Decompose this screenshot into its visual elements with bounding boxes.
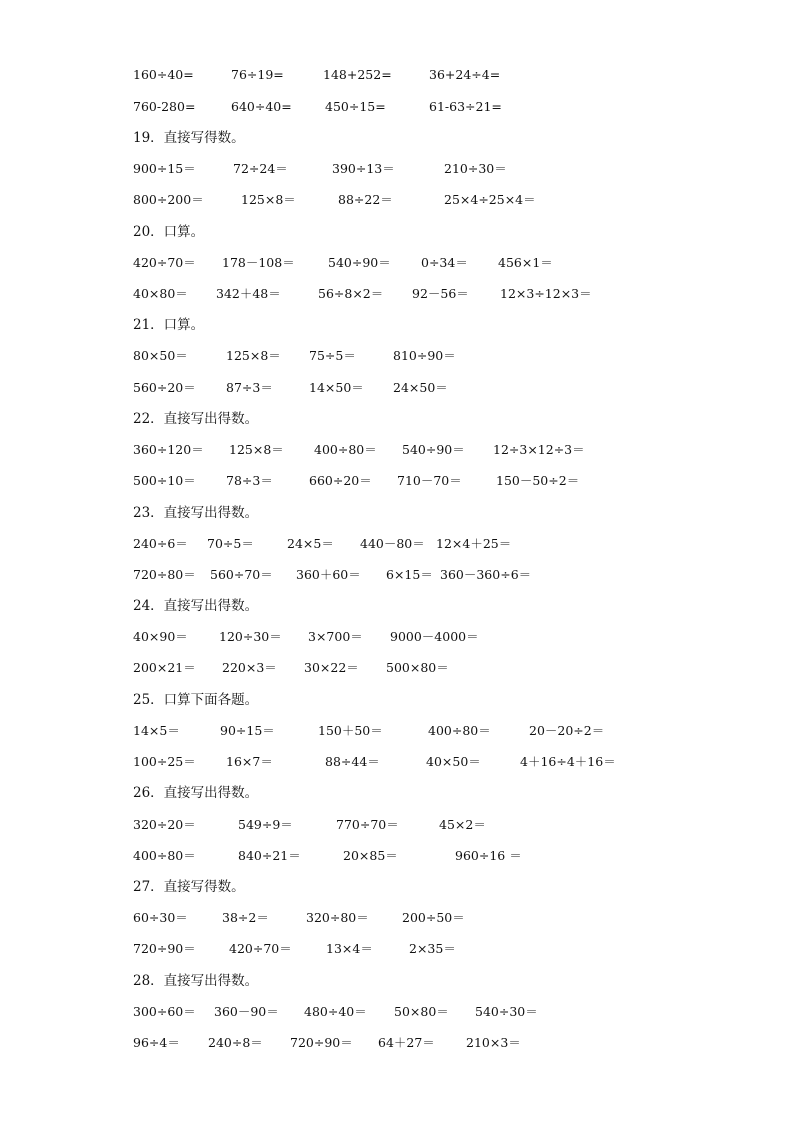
problem: 24×5＝	[287, 536, 334, 551]
problem: 20×85＝	[343, 848, 398, 863]
heading-text: 27．直接写得数。	[133, 879, 245, 895]
problem: 36+24÷4=	[429, 67, 501, 82]
problem: 540÷30＝	[475, 1004, 538, 1019]
problem: 100÷25＝	[133, 754, 196, 769]
problem: 70÷5＝	[207, 536, 254, 551]
heading-text: 26．直接写出得数。	[133, 785, 259, 801]
problem: 125×8＝	[241, 192, 296, 207]
problem: 64＋27＝	[378, 1035, 435, 1050]
problem: 440－80＝	[360, 536, 425, 551]
problem: 420÷70＝	[133, 255, 196, 270]
problem: 840÷21＝	[238, 848, 301, 863]
problem: 13×4＝	[326, 941, 373, 956]
problem: 61-63÷21=	[429, 99, 502, 114]
heading-text: 25．口算下面各题。	[133, 692, 259, 708]
problem: 360÷120＝	[133, 442, 204, 457]
problem: 760-280=	[133, 99, 196, 114]
problem: 360－360÷6＝	[440, 567, 532, 582]
problem: 88÷22＝	[338, 192, 393, 207]
problem: 6×15＝	[386, 567, 433, 582]
problem: 14×5＝	[133, 723, 180, 738]
heading-text: 28．直接写出得数。	[133, 973, 259, 989]
problem: 210×3＝	[466, 1035, 521, 1050]
problem: 480÷40＝	[304, 1004, 367, 1019]
problem: 92－56＝	[412, 286, 469, 301]
heading-text: 24．直接写出得数。	[133, 598, 259, 614]
problem: 75÷5＝	[309, 348, 356, 363]
problem: 660÷20＝	[309, 473, 372, 488]
problem: 88÷44＝	[325, 754, 380, 769]
problem: 78÷3＝	[226, 473, 273, 488]
problem: 240÷8＝	[208, 1035, 263, 1050]
problem: 540÷90＝	[402, 442, 465, 457]
problem: 3×700＝	[308, 629, 363, 644]
problem: 40×90＝	[133, 629, 188, 644]
problem: 720÷90＝	[290, 1035, 353, 1050]
problem: 45×2＝	[439, 817, 486, 832]
problem: 90÷15＝	[220, 723, 275, 738]
problem: 38÷2＝	[222, 910, 269, 925]
problem: 96÷4＝	[133, 1035, 180, 1050]
problem: 125×8＝	[226, 348, 281, 363]
problem: 148+252=	[323, 67, 392, 82]
problem: 160÷40=	[133, 67, 194, 82]
problem: 56÷8×2＝	[318, 286, 384, 301]
problem: 560÷70＝	[210, 567, 273, 582]
problem: 900÷15＝	[133, 161, 196, 176]
problem: 960÷16 ＝	[455, 848, 522, 863]
heading-text: 21．口算。	[133, 317, 205, 333]
problem: 4＋16÷4＋16＝	[520, 754, 616, 769]
problem: 150＋50＝	[318, 723, 383, 738]
problem: 549÷9＝	[238, 817, 293, 832]
problem: 0÷34＝	[421, 255, 468, 270]
problem: 720÷80＝	[133, 567, 196, 582]
problem: 770÷70＝	[336, 817, 399, 832]
problem: 810÷90＝	[393, 348, 456, 363]
problem: 150－50÷2＝	[496, 473, 580, 488]
problem: 640÷40=	[231, 99, 292, 114]
problem: 320÷80＝	[306, 910, 369, 925]
problem: 800÷200＝	[133, 192, 204, 207]
problem: 16×7＝	[226, 754, 273, 769]
problem: 178－108＝	[222, 255, 295, 270]
problem: 220×3＝	[222, 660, 277, 675]
problem: 200÷50＝	[402, 910, 465, 925]
problem: 300÷60＝	[133, 1004, 196, 1019]
problem: 390÷13＝	[332, 161, 395, 176]
problem: 720÷90＝	[133, 941, 196, 956]
problem: 2×35＝	[409, 941, 456, 956]
problem: 30×22＝	[304, 660, 359, 675]
problem: 400÷80＝	[133, 848, 196, 863]
problem: 25×4÷25×4＝	[444, 192, 536, 207]
problem: 24×50＝	[393, 380, 448, 395]
problem: 20－20÷2＝	[529, 723, 605, 738]
problem: 320÷20＝	[133, 817, 196, 832]
problem: 76÷19=	[231, 67, 284, 82]
problem: 50×80＝	[394, 1004, 449, 1019]
problem: 200×21＝	[133, 660, 196, 675]
problem: 400÷80＝	[314, 442, 377, 457]
heading-text: 20．口算。	[133, 224, 205, 240]
problem: 240÷6＝	[133, 536, 188, 551]
problem: 40×50＝	[426, 754, 481, 769]
problem: 400÷80＝	[428, 723, 491, 738]
problem: 456×1＝	[498, 255, 553, 270]
problem: 420÷70＝	[229, 941, 292, 956]
problem: 9000－4000＝	[390, 629, 479, 644]
problem: 72÷24＝	[233, 161, 288, 176]
problem: 87÷3＝	[226, 380, 273, 395]
problem: 12×4＋25＝	[436, 536, 512, 551]
problem: 12×3÷12×3＝	[500, 286, 592, 301]
problem: 500÷10＝	[133, 473, 196, 488]
problem: 14×50＝	[309, 380, 364, 395]
problem: 210÷30＝	[444, 161, 507, 176]
problem: 120÷30＝	[219, 629, 282, 644]
problem: 360＋60＝	[296, 567, 361, 582]
problem: 500×80＝	[386, 660, 449, 675]
heading-text: 22．直接写出得数。	[133, 411, 259, 427]
heading-text: 23．直接写出得数。	[133, 505, 259, 521]
problem: 450÷15=	[325, 99, 386, 114]
problem: 40×80＝	[133, 286, 188, 301]
problem: 60÷30＝	[133, 910, 188, 925]
problem: 342＋48＝	[216, 286, 281, 301]
problem: 560÷20＝	[133, 380, 196, 395]
problem: 125×8＝	[229, 442, 284, 457]
problem: 12÷3×12÷3＝	[493, 442, 585, 457]
heading-text: 19．直接写得数。	[133, 130, 245, 146]
problem: 360－90＝	[214, 1004, 279, 1019]
problem: 540÷90＝	[328, 255, 391, 270]
problem: 710－70＝	[397, 473, 462, 488]
problem: 80×50＝	[133, 348, 188, 363]
